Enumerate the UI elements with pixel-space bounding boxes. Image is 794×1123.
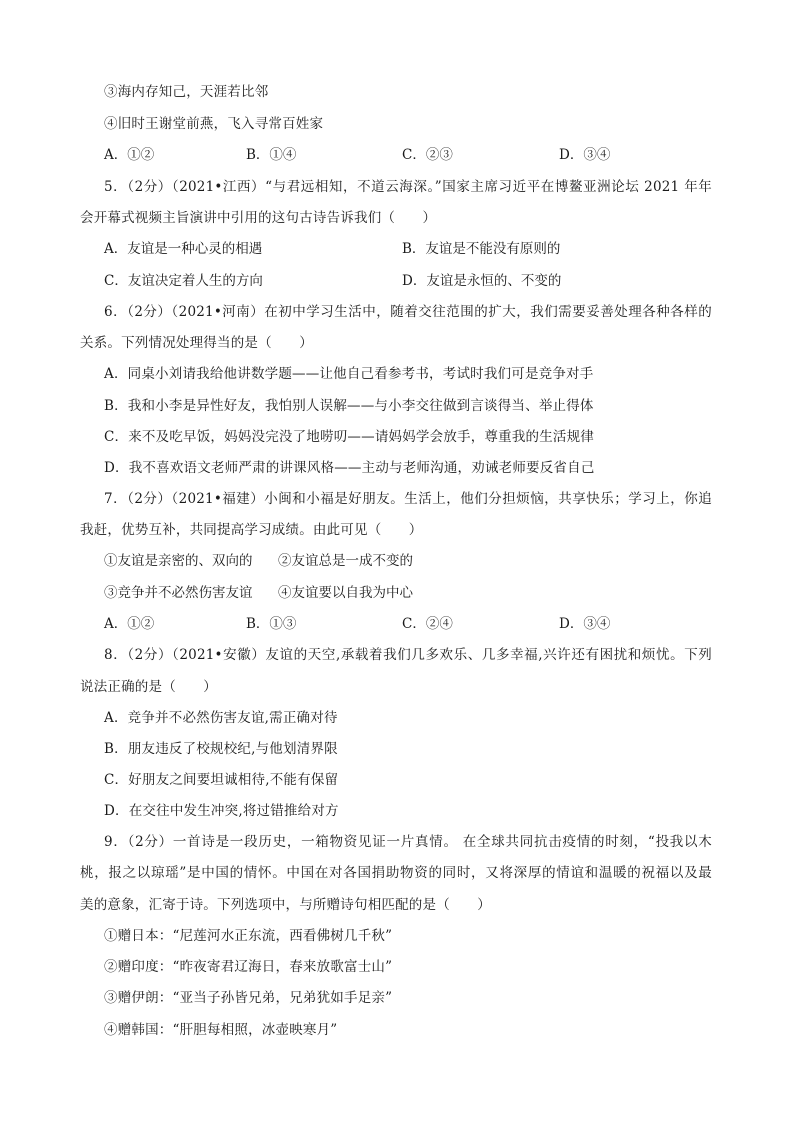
q8-stem-line-2: 说法正确的是（ ） — [80, 679, 217, 695]
q7-stem-line-2: 我赶，优势互补，共同提高学习成绩。由此可见（ ） — [80, 522, 423, 538]
q4-options — [104, 146, 714, 164]
q4-item-3: ③海内存知己，天涯若比邻 — [104, 84, 269, 100]
q7-item-2: ②友谊总是一成不变的 — [278, 553, 413, 569]
q4-option-d[interactable]: D．③④ — [559, 147, 611, 163]
q6-stem-line-1: 6．（2分）（2021•河南）在初中学习生活中，随着交往范围的扩大，我们需要妥善处理各种各样的 — [104, 304, 712, 320]
q9-item-3: ③赠伊朗：“亚当子孙皆兄弟，兄弟犹如手足亲” — [104, 990, 393, 1006]
q7-items-row-1 — [104, 552, 714, 570]
q5-option-a[interactable]: A．友谊是一种心灵的相遇 — [104, 241, 263, 257]
q5-option-b[interactable]: B．友谊是不能没有原则的 — [402, 241, 561, 257]
q9-stem-line-2: 桃，报之以琼瑶”是中国的情怀。中国在对各国捐助物资的同时，又将深厚的情谊和温暖的祝福以及最 — [80, 865, 712, 881]
q6-option-c[interactable]: C．来不及吃早饭，妈妈没完没了地唠叨——请妈妈学会放手，尊重我的生活规律 — [104, 429, 595, 445]
q6-stem-line-2: 关系。下列情况处理得当的是（ ） — [80, 335, 313, 351]
q7-item-1: ①友谊是亲密的、双向的 — [104, 553, 253, 569]
q7-option-c[interactable]: C．②④ — [402, 616, 453, 632]
q8-option-c[interactable]: C．好朋友之间要坦诚相待,不能有保留 — [104, 772, 339, 788]
q7-option-a[interactable]: A．①② — [104, 616, 155, 632]
q9-stem-line-1: 9．（2分）一首诗是一段历史，一箱物资见证一片真情。 在全球共同抗击疫情的时刻，“投我以木 — [104, 834, 712, 850]
q4-option-b[interactable]: B．①④ — [246, 147, 297, 163]
q6-option-a[interactable]: A．同桌小刘请我给他讲数学题——让他自己看参考书，考试时我们可是竞争对手 — [104, 366, 594, 382]
q8-option-b[interactable]: B．朋友违反了校规校纪,与他划清界限 — [104, 741, 338, 757]
q7-items-row-2 — [104, 584, 714, 602]
q7-option-b[interactable]: B．①③ — [246, 616, 297, 632]
q8-option-d[interactable]: D．在交往中发生冲突,将过错推给对方 — [104, 803, 339, 819]
q5-option-c[interactable]: C．友谊决定着人生的方向 — [104, 273, 263, 289]
q7-options — [104, 615, 714, 633]
q5-options-row-2 — [104, 272, 714, 290]
q7-item-4: ④友谊要以自我为中心 — [278, 585, 413, 601]
q7-option-d[interactable]: D．③④ — [559, 616, 611, 632]
q5-stem-line-2: 会开幕式视频主旨演讲中引用的这句古诗告诉我们（ ） — [80, 210, 437, 226]
q6-option-b[interactable]: B．我和小李是异性好友，我怕别人误解——与小李交往做到言谈得当、举止得体 — [104, 398, 594, 414]
q6-option-d[interactable]: D．我不喜欢语文老师严肃的讲课风格——主动与老师沟通，劝诫老师要反省自己 — [104, 460, 595, 476]
q9-stem-line-3: 美的意象，汇寄于诗。下列选项中，与所赠诗句相匹配的是（ ） — [80, 897, 491, 913]
q9-item-4: ④赠韩国：“肝胆每相照，冰壶映寒月” — [104, 1022, 338, 1038]
q4-item-4: ④旧时王谢堂前燕，飞入寻常百姓家 — [104, 116, 324, 132]
q8-option-a[interactable]: A．竞争并不必然伤害友谊,需正确对待 — [104, 710, 338, 726]
q4-option-c[interactable]: C．②③ — [402, 147, 453, 163]
q5-options-row-1 — [104, 240, 714, 258]
q9-item-2: ②赠印度：“昨夜寄君辽海日，春来放歌富士山” — [104, 959, 393, 975]
q5-stem-line-1: 5．（2分）（2021•江西）“与君远相知，不道云海深。”国家主席习近平在博鳌亚洲论坛 2021 年年 — [104, 179, 712, 195]
q9-item-1: ①赠日本：“尼莲河水正东流，西看佛树几千秋” — [104, 928, 393, 944]
q5-option-d[interactable]: D．友谊是永恒的、不变的 — [402, 273, 562, 289]
q8-stem-line-1: 8．（2分）（2021•安徽）友谊的天空,承载着我们几多欢乐、几多幸福,兴许还有困扰和烦忧。下列 — [104, 647, 712, 663]
q4-option-a[interactable]: A．①② — [104, 147, 155, 163]
q7-item-3: ③竞争并不必然伤害友谊 — [104, 585, 253, 601]
q7-stem-line-1: 7．（2分）（2021•福建）小闽和小福是好朋友。生活上，他们分担烦恼，共享快乐；学习上，你追 — [104, 491, 712, 507]
